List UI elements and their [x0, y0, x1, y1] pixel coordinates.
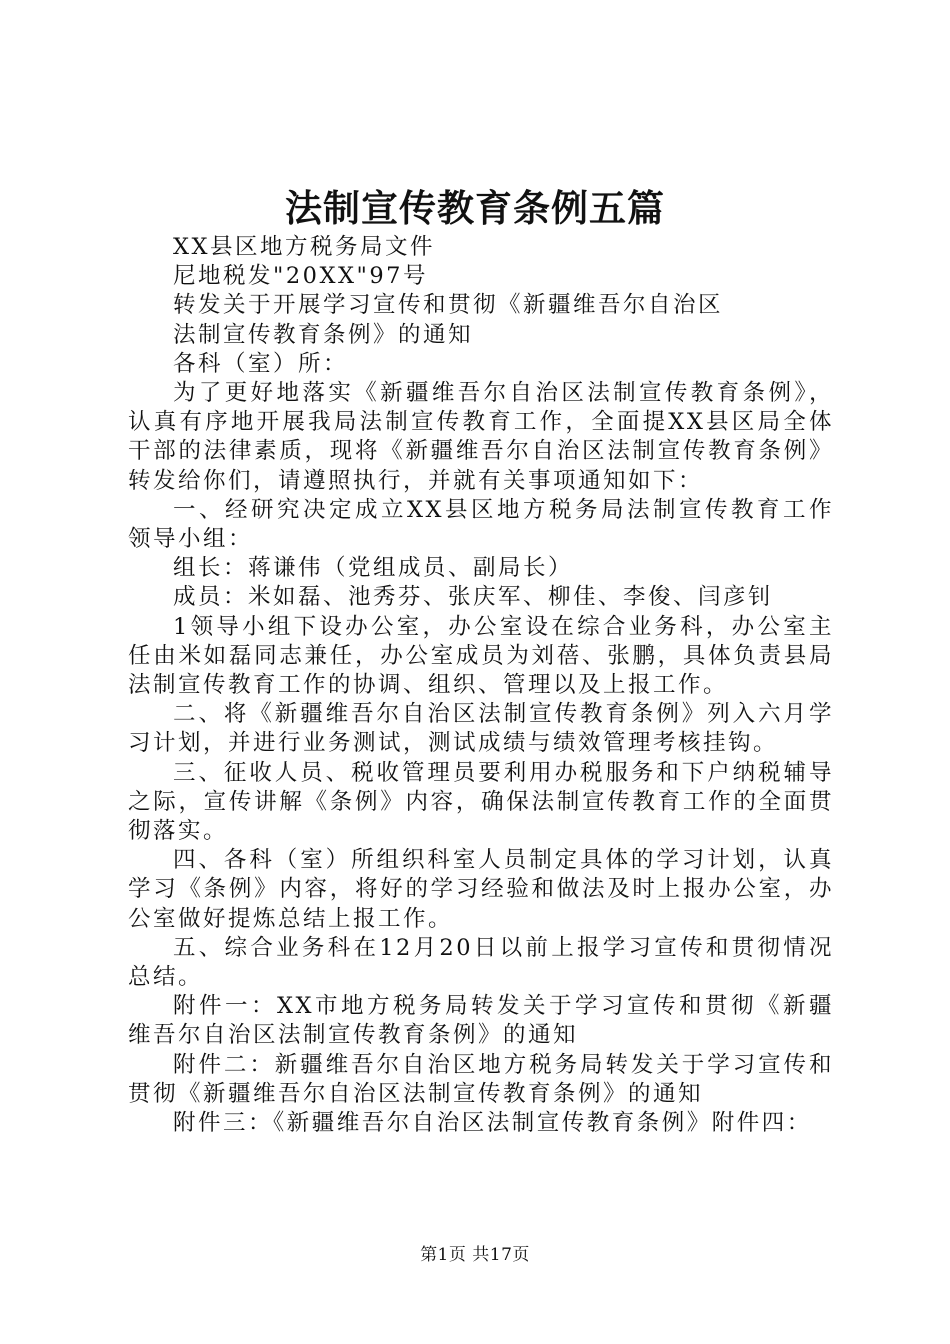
paragraph-attachment-1: 附件一：XX市地方税务局转发关于学习宣传和贯彻《新疆维吾尔自治区法制宣传教育条例》的通知	[128, 993, 834, 1049]
paragraph-attachment-3: 附件三：《新疆维吾尔自治区法制宣传教育条例》附件四：	[173, 1110, 812, 1137]
paragraph-item-2: 二、将《新疆维吾尔自治区法制宣传教育条例》列入六月学习计划，并进行业务测试，测试成绩与绩效管理考核挂钩。	[128, 701, 834, 757]
paragraph-item-3: 三、征收人员、税收管理员要利用办税服务和下户纳税辅导之际，宣传讲解《条例》内容，确保法制宣传教育工作的全面贯彻落实。	[128, 759, 834, 845]
paragraph-item-4: 四、各科（室）所组织科室人员制定具体的学习计划，认真学习《条例》内容，将好的学习经验和做法及时上报办公室，办公室做好提炼总结上报工作。	[128, 847, 834, 932]
document-body	[128, 233, 834, 1138]
paragraph-group-members: 成员：米如磊、池秀芬、张庆军、柳佳、李俊、闫彦钊	[173, 584, 774, 611]
paragraph-attachment-2: 附件二：新疆维吾尔自治区地方税务局转发关于学习宣传和贯彻《新疆维吾尔自治区法制宣传教育条例》的通知	[128, 1051, 834, 1107]
document-title: 法制宣传教育条例五篇	[285, 187, 665, 230]
paragraph-item-1: 一、经研究决定成立XX县区地方税务局法制宣传教育工作领导小组：	[128, 496, 834, 553]
page-footer: 第1页 共17页	[420, 1245, 530, 1265]
paragraph-doc-number: 尼地税发"20XX"97号	[173, 263, 428, 290]
paragraph-item-5: 五、综合业务科在12月20日以前上报学习宣传和贯彻情况总结。	[128, 934, 834, 991]
paragraph-group-leader: 组长：蒋谦伟（党组成员、副局长）	[173, 555, 574, 582]
paragraph-subject-line-2: 法制宣传教育条例》的通知	[173, 321, 474, 348]
paragraph-addressee: 各科（室）所：	[173, 350, 349, 377]
paragraph-office: 1领导小组下设办公室，办公室设在综合业务科，办公室主任由米如磊同志兼任，办公室成员为刘蓓、张鹏，具体负责县局法制宣传教育工作的协调、组织、管理以及上报工作。	[128, 613, 834, 699]
paragraph-issuer: XX县区地方税务局文件	[173, 234, 436, 260]
paragraph-intro: 为了更好地落实《新疆维吾尔自治区法制宣传教育条例》，认真有序地开展我局法制宣传教育工作，全面提XX县区局全体干部的法律素质，现将《新疆维吾尔自治区法制宣传教育条例》转发给你们，请遵照执行，并就有关事项通知如下：	[128, 380, 834, 494]
paragraph-subject-line-1: 转发关于开展学习宣传和贯彻《新疆维吾尔自治区	[173, 292, 724, 319]
